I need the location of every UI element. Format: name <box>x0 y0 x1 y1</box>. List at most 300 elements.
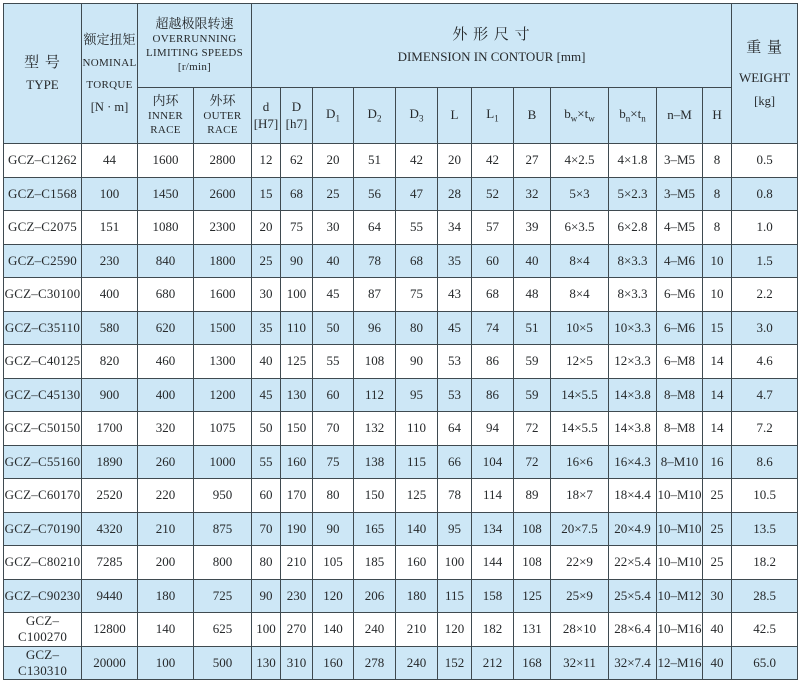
cell-inner-race-speed: 210 <box>138 512 194 546</box>
cell-d: 90 <box>252 579 281 613</box>
cell-B: 108 <box>514 546 551 580</box>
cell-D1: 50 <box>313 311 354 345</box>
cell-H: 25 <box>703 479 732 513</box>
cell-D2: 51 <box>354 144 396 178</box>
cell-H: 25 <box>703 512 732 546</box>
cell-D2: 112 <box>354 378 396 412</box>
cell-D: 160 <box>281 445 313 479</box>
cell-n-M: 10–M10 <box>657 512 703 546</box>
cell-D3: 180 <box>396 579 438 613</box>
cell-L1: 74 <box>472 311 514 345</box>
cell-H: 40 <box>703 613 732 647</box>
cell-bw-tw: 20×7.5 <box>551 512 609 546</box>
cell-bw-tw: 32×11 <box>551 646 609 680</box>
cell-D3: 160 <box>396 546 438 580</box>
cell-weight: 18.2 <box>732 546 798 580</box>
cell-L1: 114 <box>472 479 514 513</box>
cell-d: 55 <box>252 445 281 479</box>
table-row <box>4 646 798 680</box>
cell-D3: 95 <box>396 378 438 412</box>
cell-nominal-torque: 1700 <box>82 412 138 446</box>
cell-bn-tn: 18×4.4 <box>609 479 657 513</box>
cell-inner-race-speed: 180 <box>138 579 194 613</box>
cell-D3: 90 <box>396 345 438 379</box>
cell-bn-tn: 20×4.9 <box>609 512 657 546</box>
cell-B: 27 <box>514 144 551 178</box>
header-outer-en2: RACE <box>207 123 238 136</box>
cell-outer-race-speed: 1800 <box>194 244 252 278</box>
cell-outer-race-speed: 875 <box>194 512 252 546</box>
cell-L: 35 <box>438 244 472 278</box>
cell-L1: 212 <box>472 646 514 680</box>
cell-B: 51 <box>514 311 551 345</box>
cell-n-M: 12–M16 <box>657 646 703 680</box>
cell-D3: 75 <box>396 278 438 312</box>
cell-bw-tw: 22×9 <box>551 546 609 580</box>
cell-nominal-torque: 400 <box>82 278 138 312</box>
cell-D3: 210 <box>396 613 438 647</box>
cell-L1: 94 <box>472 412 514 446</box>
cell-weight: 2.2 <box>732 278 798 312</box>
cell-n-M: 6–M6 <box>657 311 703 345</box>
cell-D: 110 <box>281 311 313 345</box>
cell-type: GCZ–C100270 <box>4 613 82 647</box>
cell-D1: 70 <box>313 412 354 446</box>
cell-weight: 4.6 <box>732 345 798 379</box>
header-weight-unit: [kg] <box>754 93 775 108</box>
table-row <box>4 345 798 379</box>
cell-L1: 86 <box>472 345 514 379</box>
cell-n-M: 3–M5 <box>657 144 703 178</box>
table-row <box>4 211 798 245</box>
cell-d: 45 <box>252 378 281 412</box>
cell-D: 310 <box>281 646 313 680</box>
cell-B: 108 <box>514 512 551 546</box>
table-row <box>4 546 798 580</box>
cell-type: GCZ–C35110 <box>4 311 82 345</box>
cell-outer-race-speed: 1600 <box>194 278 252 312</box>
cell-L1: 42 <box>472 144 514 178</box>
cell-L1: 57 <box>472 211 514 245</box>
cell-D: 75 <box>281 211 313 245</box>
cell-outer-race-speed: 500 <box>194 646 252 680</box>
cell-nominal-torque: 1890 <box>82 445 138 479</box>
cell-inner-race-speed: 220 <box>138 479 194 513</box>
cell-D3: 68 <box>396 244 438 278</box>
cell-bw-tw: 14×5.5 <box>551 378 609 412</box>
cell-L: 53 <box>438 378 472 412</box>
cell-D3: 80 <box>396 311 438 345</box>
cell-H: 15 <box>703 311 732 345</box>
cell-type: GCZ–C70190 <box>4 512 82 546</box>
cell-D1: 120 <box>313 579 354 613</box>
cell-D: 210 <box>281 546 313 580</box>
cell-d: 25 <box>252 244 281 278</box>
cell-bn-tn: 28×6.4 <box>609 613 657 647</box>
cell-bn-tn: 22×5.4 <box>609 546 657 580</box>
cell-n-M: 4–M6 <box>657 244 703 278</box>
cell-bw-tw: 5×3 <box>551 177 609 211</box>
cell-H: 8 <box>703 177 732 211</box>
cell-bw-tw: 25×9 <box>551 579 609 613</box>
cell-D1: 45 <box>313 278 354 312</box>
cell-bw-tw: 18×7 <box>551 479 609 513</box>
cell-L1: 86 <box>472 378 514 412</box>
header-n-M: n–M <box>657 88 703 144</box>
table-header <box>4 4 798 144</box>
cell-nominal-torque: 2520 <box>82 479 138 513</box>
header-type <box>4 4 82 144</box>
cell-L: 34 <box>438 211 472 245</box>
cell-B: 48 <box>514 278 551 312</box>
cell-type: GCZ–C50150 <box>4 412 82 446</box>
cell-weight: 8.6 <box>732 445 798 479</box>
cell-D3: 42 <box>396 144 438 178</box>
cell-n-M: 8–M10 <box>657 445 703 479</box>
cell-D3: 140 <box>396 512 438 546</box>
cell-weight: 3.0 <box>732 311 798 345</box>
cell-bw-tw: 8×4 <box>551 278 609 312</box>
table-row <box>4 579 798 613</box>
cell-B: 125 <box>514 579 551 613</box>
cell-nominal-torque: 100 <box>82 177 138 211</box>
cell-bn-tn: 32×7.4 <box>609 646 657 680</box>
header-speeds-en1: OVERRUNNING <box>152 33 237 46</box>
table-row <box>4 412 798 446</box>
cell-bn-tn: 10×3.3 <box>609 311 657 345</box>
header-speeds-en2: LIMITING SPEEDS <box>145 47 244 60</box>
cell-B: 168 <box>514 646 551 680</box>
cell-n-M: 6–M6 <box>657 278 703 312</box>
cell-bw-tw: 16×6 <box>551 445 609 479</box>
cell-B: 89 <box>514 479 551 513</box>
cell-nominal-torque: 230 <box>82 244 138 278</box>
cell-L: 78 <box>438 479 472 513</box>
header-dim-en: DIMENSION IN CONTOUR [mm] <box>397 49 586 65</box>
header-inner-en1: INNER <box>147 110 184 123</box>
cell-n-M: 4–M5 <box>657 211 703 245</box>
cell-n-M: 8–M8 <box>657 412 703 446</box>
cell-D2: 78 <box>354 244 396 278</box>
cell-weight: 0.5 <box>732 144 798 178</box>
cell-D1: 20 <box>313 144 354 178</box>
cell-bn-tn: 5×2.3 <box>609 177 657 211</box>
table-body <box>4 144 798 680</box>
table-row <box>4 144 798 178</box>
header-nominal-torque <box>82 4 138 144</box>
cell-D2: 278 <box>354 646 396 680</box>
spacer <box>732 62 797 70</box>
cell-bn-tn: 25×5.4 <box>609 579 657 613</box>
header-speeds-unit: [r/min] <box>177 60 212 73</box>
cell-inner-race-speed: 1080 <box>138 211 194 245</box>
cell-n-M: 6–M8 <box>657 345 703 379</box>
cell-D3: 240 <box>396 646 438 680</box>
cell-outer-race-speed: 1200 <box>194 378 252 412</box>
table-row <box>4 177 798 211</box>
cell-d: 50 <box>252 412 281 446</box>
spacer <box>82 71 137 79</box>
cell-H: 14 <box>703 412 732 446</box>
table-row <box>4 445 798 479</box>
cell-L: 115 <box>438 579 472 613</box>
cell-outer-race-speed: 2300 <box>194 211 252 245</box>
header-B: B <box>514 88 551 144</box>
cell-H: 14 <box>703 345 732 379</box>
cell-H: 16 <box>703 445 732 479</box>
cell-L1: 104 <box>472 445 514 479</box>
cell-inner-race-speed: 320 <box>138 412 194 446</box>
table-row <box>4 378 798 412</box>
cell-type: GCZ–C2075 <box>4 211 82 245</box>
cell-L: 28 <box>438 177 472 211</box>
cell-bn-tn: 6×2.8 <box>609 211 657 245</box>
cell-bn-tn: 8×3.3 <box>609 278 657 312</box>
cell-D1: 30 <box>313 211 354 245</box>
cell-n-M: 8–M8 <box>657 378 703 412</box>
cell-D: 100 <box>281 278 313 312</box>
cell-D2: 64 <box>354 211 396 245</box>
cell-inner-race-speed: 620 <box>138 311 194 345</box>
cell-L: 43 <box>438 278 472 312</box>
cell-nominal-torque: 20000 <box>82 646 138 680</box>
cell-D2: 165 <box>354 512 396 546</box>
header-inner-en2: RACE <box>150 123 181 136</box>
cell-inner-race-speed: 200 <box>138 546 194 580</box>
cell-D1: 25 <box>313 177 354 211</box>
header-dimension-in-contour <box>252 4 732 88</box>
cell-D2: 56 <box>354 177 396 211</box>
cell-d: 15 <box>252 177 281 211</box>
table-row <box>4 613 798 647</box>
cell-D2: 206 <box>354 579 396 613</box>
table-row <box>4 311 798 345</box>
header-outer-race <box>194 88 252 144</box>
cell-L1: 60 <box>472 244 514 278</box>
header-type-zh: 型 号 <box>24 54 61 71</box>
cell-B: 39 <box>514 211 551 245</box>
cell-outer-race-speed: 1075 <box>194 412 252 446</box>
cell-D1: 75 <box>313 445 354 479</box>
cell-outer-race-speed: 1300 <box>194 345 252 379</box>
table-row <box>4 244 798 278</box>
cell-inner-race-speed: 400 <box>138 378 194 412</box>
header-outer-zh: 外环 <box>209 93 236 109</box>
cell-D3: 115 <box>396 445 438 479</box>
cell-d: 12 <box>252 144 281 178</box>
cell-bn-tn: 8×3.3 <box>609 244 657 278</box>
cell-D: 270 <box>281 613 313 647</box>
header-torque-en1: NOMINAL <box>82 57 137 70</box>
cell-B: 40 <box>514 244 551 278</box>
cell-nominal-torque: 4320 <box>82 512 138 546</box>
cell-B: 59 <box>514 378 551 412</box>
cell-d: 35 <box>252 311 281 345</box>
cell-inner-race-speed: 100 <box>138 646 194 680</box>
cell-inner-race-speed: 460 <box>138 345 194 379</box>
table-row <box>4 512 798 546</box>
cell-n-M: 10–M10 <box>657 546 703 580</box>
cell-nominal-torque: 7285 <box>82 546 138 580</box>
cell-B: 72 <box>514 445 551 479</box>
cell-L: 120 <box>438 613 472 647</box>
header-weight <box>732 4 798 144</box>
header-weight-zh: 重 量 <box>746 39 783 56</box>
cell-L: 66 <box>438 445 472 479</box>
cell-D: 170 <box>281 479 313 513</box>
header-inner-zh: 内环 <box>152 93 179 109</box>
cell-n-M: 10–M16 <box>657 613 703 647</box>
cell-outer-race-speed: 2600 <box>194 177 252 211</box>
cell-nominal-torque: 9440 <box>82 579 138 613</box>
cell-weight: 1.0 <box>732 211 798 245</box>
cell-weight: 42.5 <box>732 613 798 647</box>
cell-inner-race-speed: 680 <box>138 278 194 312</box>
cell-D1: 80 <box>313 479 354 513</box>
cell-L: 100 <box>438 546 472 580</box>
header-D-h7: D [h7] <box>281 88 313 144</box>
cell-nominal-torque: 12800 <box>82 613 138 647</box>
cell-outer-race-speed: 1500 <box>194 311 252 345</box>
cell-D2: 108 <box>354 345 396 379</box>
cell-weight: 4.7 <box>732 378 798 412</box>
cell-D2: 96 <box>354 311 396 345</box>
header-d-H7: d [H7] <box>252 88 281 144</box>
cell-weight: 10.5 <box>732 479 798 513</box>
cell-n-M: 3–M5 <box>657 177 703 211</box>
cell-outer-race-speed: 800 <box>194 546 252 580</box>
cell-D3: 47 <box>396 177 438 211</box>
cell-weight: 65.0 <box>732 646 798 680</box>
cell-D3: 55 <box>396 211 438 245</box>
cell-D2: 150 <box>354 479 396 513</box>
cell-B: 72 <box>514 412 551 446</box>
cell-H: 25 <box>703 546 732 580</box>
cell-D2: 138 <box>354 445 396 479</box>
cell-D2: 132 <box>354 412 396 446</box>
cell-bw-tw: 4×2.5 <box>551 144 609 178</box>
cell-bw-tw: 8×4 <box>551 244 609 278</box>
cell-outer-race-speed: 2800 <box>194 144 252 178</box>
header-L1: $L_1$ <box>472 88 514 144</box>
cell-type: GCZ–C130310 <box>4 646 82 680</box>
cell-B: 131 <box>514 613 551 647</box>
cell-D: 90 <box>281 244 313 278</box>
cell-D1: 40 <box>313 244 354 278</box>
cell-outer-race-speed: 725 <box>194 579 252 613</box>
header-L: L <box>438 88 472 144</box>
cell-D2: 240 <box>354 613 396 647</box>
cell-bn-tn: 14×3.8 <box>609 378 657 412</box>
cell-D1: 60 <box>313 378 354 412</box>
cell-type: GCZ–C40125 <box>4 345 82 379</box>
cell-H: 10 <box>703 278 732 312</box>
cell-outer-race-speed: 625 <box>194 613 252 647</box>
cell-L1: 144 <box>472 546 514 580</box>
header-type-en: TYPE <box>26 77 59 93</box>
cell-L1: 182 <box>472 613 514 647</box>
header-overrunning-speeds <box>138 4 252 88</box>
cell-L1: 158 <box>472 579 514 613</box>
cell-H: 8 <box>703 144 732 178</box>
cell-L1: 68 <box>472 278 514 312</box>
cell-D3: 125 <box>396 479 438 513</box>
cell-D2: 185 <box>354 546 396 580</box>
cell-weight: 0.8 <box>732 177 798 211</box>
header-torque-zh: 额定扭矩 <box>83 32 136 48</box>
header-weight-en: WEIGHT <box>738 70 791 86</box>
cell-inner-race-speed: 260 <box>138 445 194 479</box>
cell-bn-tn: 16×4.3 <box>609 445 657 479</box>
cell-inner-race-speed: 1600 <box>138 144 194 178</box>
cell-n-M: 10–M10 <box>657 479 703 513</box>
cell-type: GCZ–C80210 <box>4 546 82 580</box>
cell-D2: 87 <box>354 278 396 312</box>
cell-type: GCZ–C2590 <box>4 244 82 278</box>
cell-type: GCZ–C90230 <box>4 579 82 613</box>
cell-d: 40 <box>252 345 281 379</box>
cell-bw-tw: 12×5 <box>551 345 609 379</box>
spacer <box>82 49 137 57</box>
cell-D1: 105 <box>313 546 354 580</box>
cell-bw-tw: 14×5.5 <box>551 412 609 446</box>
cell-D: 230 <box>281 579 313 613</box>
cell-L: 45 <box>438 311 472 345</box>
cell-type: GCZ–C30100 <box>4 278 82 312</box>
cell-nominal-torque: 44 <box>82 144 138 178</box>
cell-bw-tw: 6×3.5 <box>551 211 609 245</box>
cell-bw-tw: 28×10 <box>551 613 609 647</box>
cell-D: 150 <box>281 412 313 446</box>
cell-d: 30 <box>252 278 281 312</box>
cell-d: 100 <box>252 613 281 647</box>
cell-inner-race-speed: 840 <box>138 244 194 278</box>
cell-d: 130 <box>252 646 281 680</box>
cell-nominal-torque: 820 <box>82 345 138 379</box>
cell-type: GCZ–C1568 <box>4 177 82 211</box>
cell-H: 14 <box>703 378 732 412</box>
header-H: H <box>703 88 732 144</box>
cell-L: 53 <box>438 345 472 379</box>
header-bw-tw: $b_w\times t_w$ <box>551 88 609 144</box>
cell-weight: 28.5 <box>732 579 798 613</box>
table-row <box>4 479 798 513</box>
cell-D1: 160 <box>313 646 354 680</box>
cell-D: 62 <box>281 144 313 178</box>
cell-d: 80 <box>252 546 281 580</box>
cell-D1: 140 <box>313 613 354 647</box>
cell-D3: 110 <box>396 412 438 446</box>
header-torque-en2: TORQUE <box>86 78 133 91</box>
cell-L1: 52 <box>472 177 514 211</box>
cell-D: 190 <box>281 512 313 546</box>
header-inner-race <box>138 88 194 144</box>
cell-nominal-torque: 900 <box>82 378 138 412</box>
cell-weight: 7.2 <box>732 412 798 446</box>
cell-weight: 1.5 <box>732 244 798 278</box>
header-dim-zh: 外 形 尺 寸 <box>452 26 531 43</box>
cell-type: GCZ–C1262 <box>4 144 82 178</box>
cell-H: 8 <box>703 211 732 245</box>
cell-type: GCZ–C55160 <box>4 445 82 479</box>
cell-type: GCZ–C60170 <box>4 479 82 513</box>
header-torque-unit: [N · m] <box>90 99 129 114</box>
cell-D: 125 <box>281 345 313 379</box>
cell-D1: 90 <box>313 512 354 546</box>
cell-d: 70 <box>252 512 281 546</box>
cell-inner-race-speed: 1450 <box>138 177 194 211</box>
cell-bw-tw: 10×5 <box>551 311 609 345</box>
